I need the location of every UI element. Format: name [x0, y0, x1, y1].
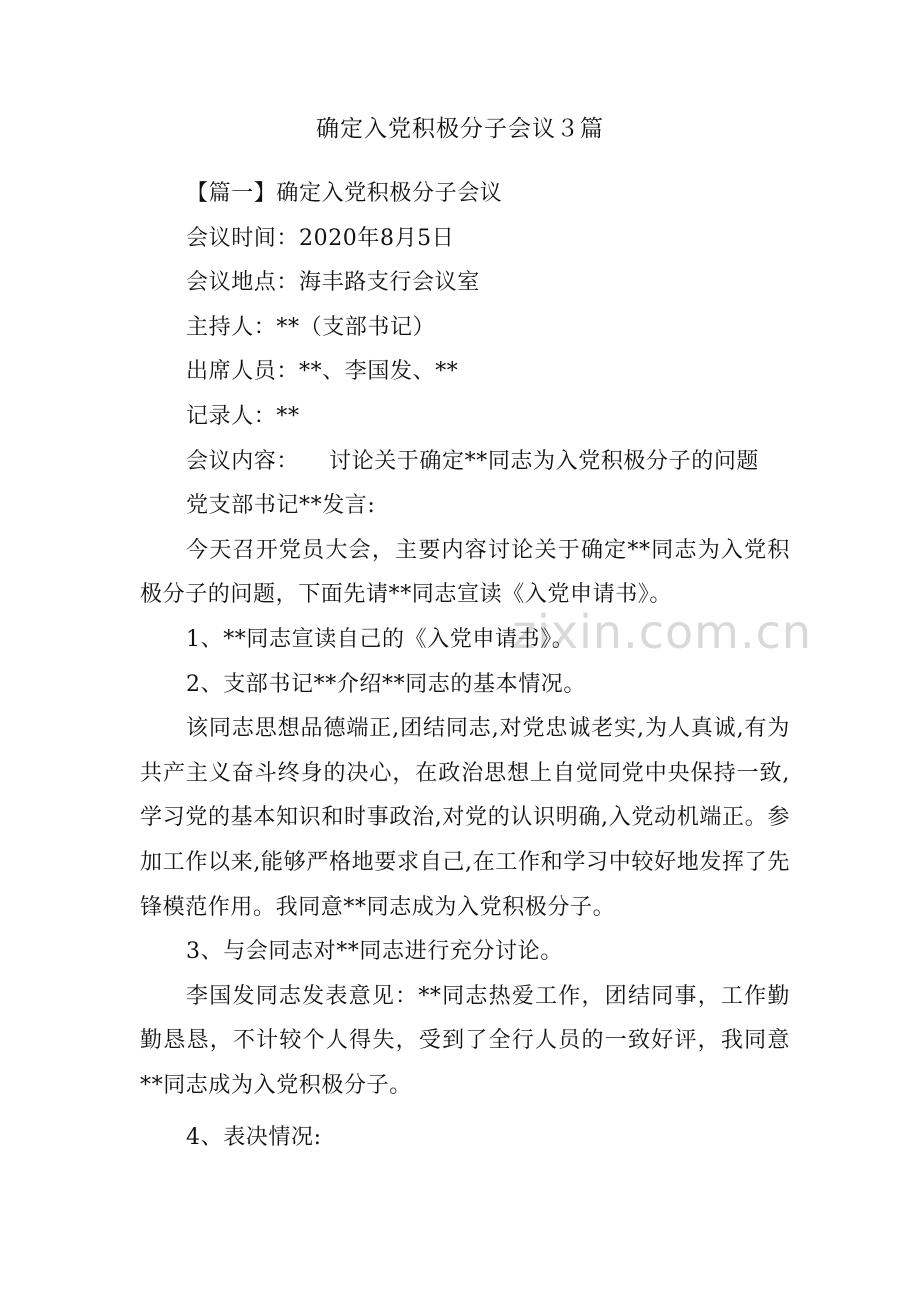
watermark: zixin.com.cn	[512, 605, 813, 659]
paragraph-evaluation: 该同志思想品德端正,团结同志,对党忠诚老实,为人真诚,有为共产主义奋斗终身的决心，在政治思想上自觉同党中央保持一致,学习党的基本知识和时事政治,对党的认识明确,入党动机端正。参加工作以来,能够严格地要求自己,在工作和学习中较好地发挥了先锋模范作用。我同意**同志成为入党积极分子。	[140, 716, 790, 920]
agenda-item-1: 1、**同志宣读自己的《入党申请书》。	[186, 626, 575, 652]
agenda-item-4: 4、表决情况:	[186, 1125, 322, 1151]
paragraph-opinion: 李国发同志发表意见：**同志热爱工作，团结同事，工作勤勤恳恳，不计较个人得失，受到了全行人员的一致好评，我同意**同志成为入党积极分子。	[140, 983, 790, 1098]
meeting-content-label: 会议内容：	[186, 448, 300, 474]
agenda-item-3: 3、与会同志对**同志进行充分讨论。	[186, 939, 563, 965]
meeting-recorder: 记录人：**	[186, 403, 300, 429]
meeting-location: 会议地点：海丰路支行会议室	[186, 270, 480, 296]
document-title: 确定入党积极分子会议３篇	[316, 116, 604, 142]
agenda-item-2: 2、支部书记**介绍**同志的基本情况。	[186, 671, 586, 697]
secretary-speech-heading: 党支部书记**发言:	[186, 493, 376, 519]
meeting-host: 主持人：**（支部书记）	[186, 314, 436, 340]
meeting-content	[140, 440, 790, 485]
meeting-time: 会议时间：2020年8月5日	[186, 225, 455, 251]
section-heading: 【篇一】确定入党积极分子会议	[186, 181, 503, 206]
document-body	[140, 172, 790, 1161]
paragraph-opening: 今天召开党员大会，主要内容讨论关于确定**同志为入党积极分子的问题，下面先请**同志宣读《入党申请书》。	[140, 537, 790, 608]
meeting-attendees: 出席人员：**、李国发、**	[186, 359, 459, 385]
meeting-content-text: 讨论关于确定**同志为入党积极分子的问题	[329, 448, 760, 474]
